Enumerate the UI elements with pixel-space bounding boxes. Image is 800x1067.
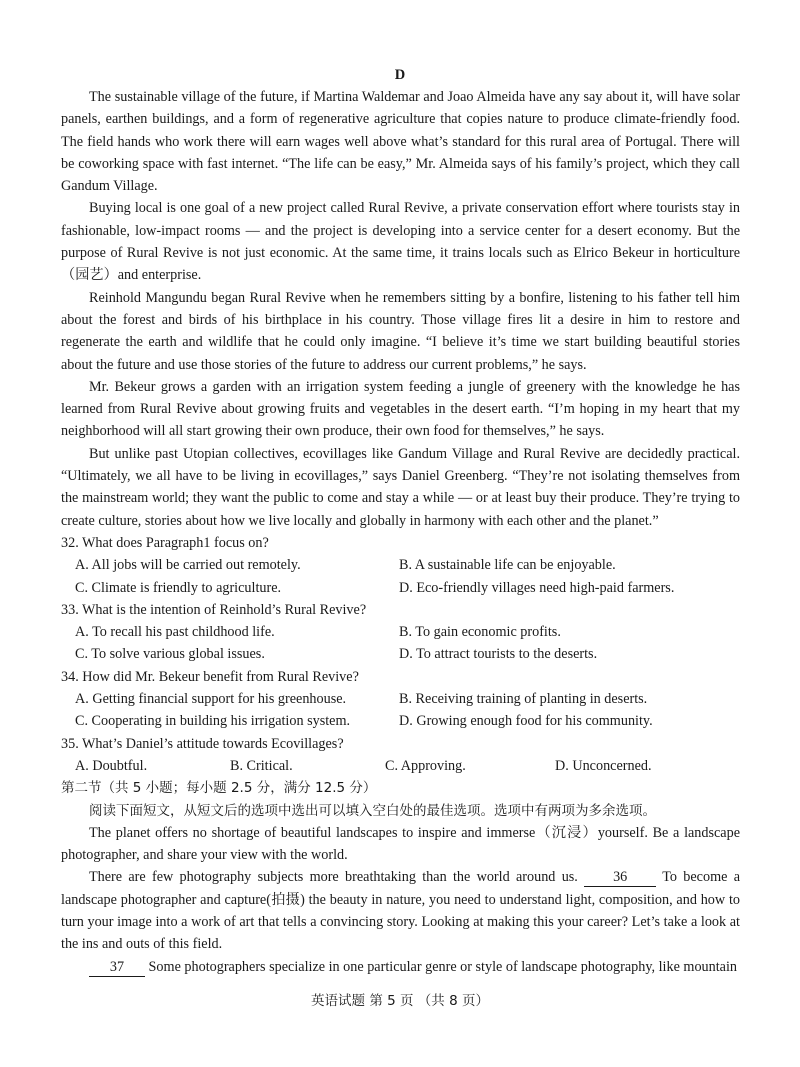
paragraph-4: Mr. Bekeur grows a garden with an irrigation system feeding a jungle of greenery with the knowledge he has learned from Rural Revive about growing fruits and vegetables in the desert earth. “I’m hoping in my heart that my neighborhood will all start growing their own produce, their own food for themselves,” he says. [61, 378, 740, 440]
question-33-options-row2 [61, 643, 740, 665]
option-a: A. To recall his past childhood life. [75, 624, 275, 641]
paragraph-3: Reinhold Mangundu began Rural Revive when he remembers sitting by a bonfire, listening to his father tell him about the forest and birds of his birthplace in his country. Those village fires lit a desire in him to restore and regenerate the earth and wildlife that he could only imagine. “I believe it’s time we start building beautiful stories about the future and use those stories of the future to address our current problems,” he says. [61, 289, 740, 373]
part2-paragraph-1: The planet offers no shortage of beautiful landscapes to inspire and immerse（沉浸）yourself. Be a landscape photographer, and share your view with the world. [61, 824, 740, 864]
page-footer: 英语试题 第 5 页 （共 8 页） [311, 993, 489, 1009]
option-c: C. Cooperating in building his irrigation system. [75, 713, 351, 730]
part2-heading: 第二节（共 5 小题；每小题 2.5 分，满分 12.5 分） [61, 780, 377, 797]
option-b: B. Critical. [230, 757, 293, 774]
question-35-options [61, 755, 740, 777]
option-d: D. Eco-friendly villages need high-paid farmers. [399, 579, 675, 596]
question-35-stem: 35. What’s Daniel’s attitude towards Ecovillages? [61, 735, 344, 752]
question-33-options-row1 [61, 621, 740, 643]
question-32-options-row2 [61, 577, 740, 599]
part2-p2-before: There are few photography subjects more breathtaking than the world around us. [89, 869, 578, 886]
option-b: B. A sustainable life can be enjoyable. [399, 557, 616, 574]
section-title: D [394, 67, 406, 83]
paragraph-1: The sustainable village of the future, if Martina Waldemar and Joao Almeida have any say about it, will have solar panels, earthen buildings, and a form of regenerative agriculture that copies nature to produce climate-friendly food. The field hands who work there will earn wages well above what’s standard for this rural area of Portugal. There will be coworking space with fast internet. “The life can be easy,” Mr. Almeida says of his family’s project, which they call Gandum Village. [61, 89, 740, 195]
option-d: D. Unconcerned. [555, 757, 652, 774]
question-33-stem: 33. What is the intention of Reinhold’s Rural Revive? [61, 601, 367, 618]
question-34-options-row2 [61, 710, 740, 732]
part2-instruction: 阅读下面短文，从短文后的选项中选出可以填入空白处的最佳选项。选项中有两项为多余选项。 [89, 802, 656, 819]
option-b: B. To gain economic profits. [399, 624, 561, 641]
question-34-stem: 34. How did Mr. Bekeur benefit from Rural Revive? [61, 668, 359, 685]
part2-paragraph-2 [61, 866, 740, 955]
option-a: A. Doubtful. [75, 757, 148, 774]
option-c: C. To solve various global issues. [75, 646, 265, 663]
passage-body [61, 86, 740, 978]
part2-p2-after: To become a landscape photographer and capture(拍摄) the beauty in nature, you need to understand light, composition, and how to turn your image into a work of art that tells a convincing story. Looking at making this your career? Let’s take a look at the ins and outs of this field. [61, 869, 740, 953]
option-c: C. Climate is friendly to agriculture. [75, 579, 282, 596]
paragraph-5: But unlike past Utopian collectives, ecovillages like Gandum Village and Rural Revive are decidedly practical. “Ultimately, we all have to be living in ecovillages,” says Daniel Greenberg. “They’re not isolating themselves from the mainstream world; they want the public to come and stay a while — or at least buy their produce. They’re trying to create culture, stories about how we live locally and globally in harmony with each other and the planet.” [61, 445, 740, 529]
blank-37: 37 [89, 959, 145, 977]
question-32-options-row1 [61, 554, 740, 576]
question-34-options-row1 [61, 688, 740, 710]
option-b: B. Receiving training of planting in deserts. [399, 691, 648, 708]
option-a: A. All jobs will be carried out remotely. [75, 557, 301, 574]
option-c: C. Approving. [385, 757, 466, 774]
part2-p3-after: Some photographers specialize in one particular genre or style of landscape photography, like mountain [148, 958, 738, 975]
question-32-stem: 32. What does Paragraph1 focus on? [61, 534, 269, 551]
option-d: D. To attract tourists to the deserts. [399, 646, 598, 663]
paragraph-2: Buying local is one goal of a new project called Rural Revive, a private conservation effort where tourists stay in fashionable, low-impact rooms — and the project is developing into a service center for a desert economy. But the purpose of Rural Revive is not just economic. At the same time, it trains locals such as Elrico Bekeur in horticulture（园艺）and enterprise. [61, 200, 740, 284]
part2-paragraph-3 [61, 956, 740, 978]
option-d: D. Growing enough food for his community. [399, 713, 653, 730]
blank-36: 36 [584, 869, 656, 887]
option-a: A. Getting financial support for his greenhouse. [75, 691, 347, 708]
